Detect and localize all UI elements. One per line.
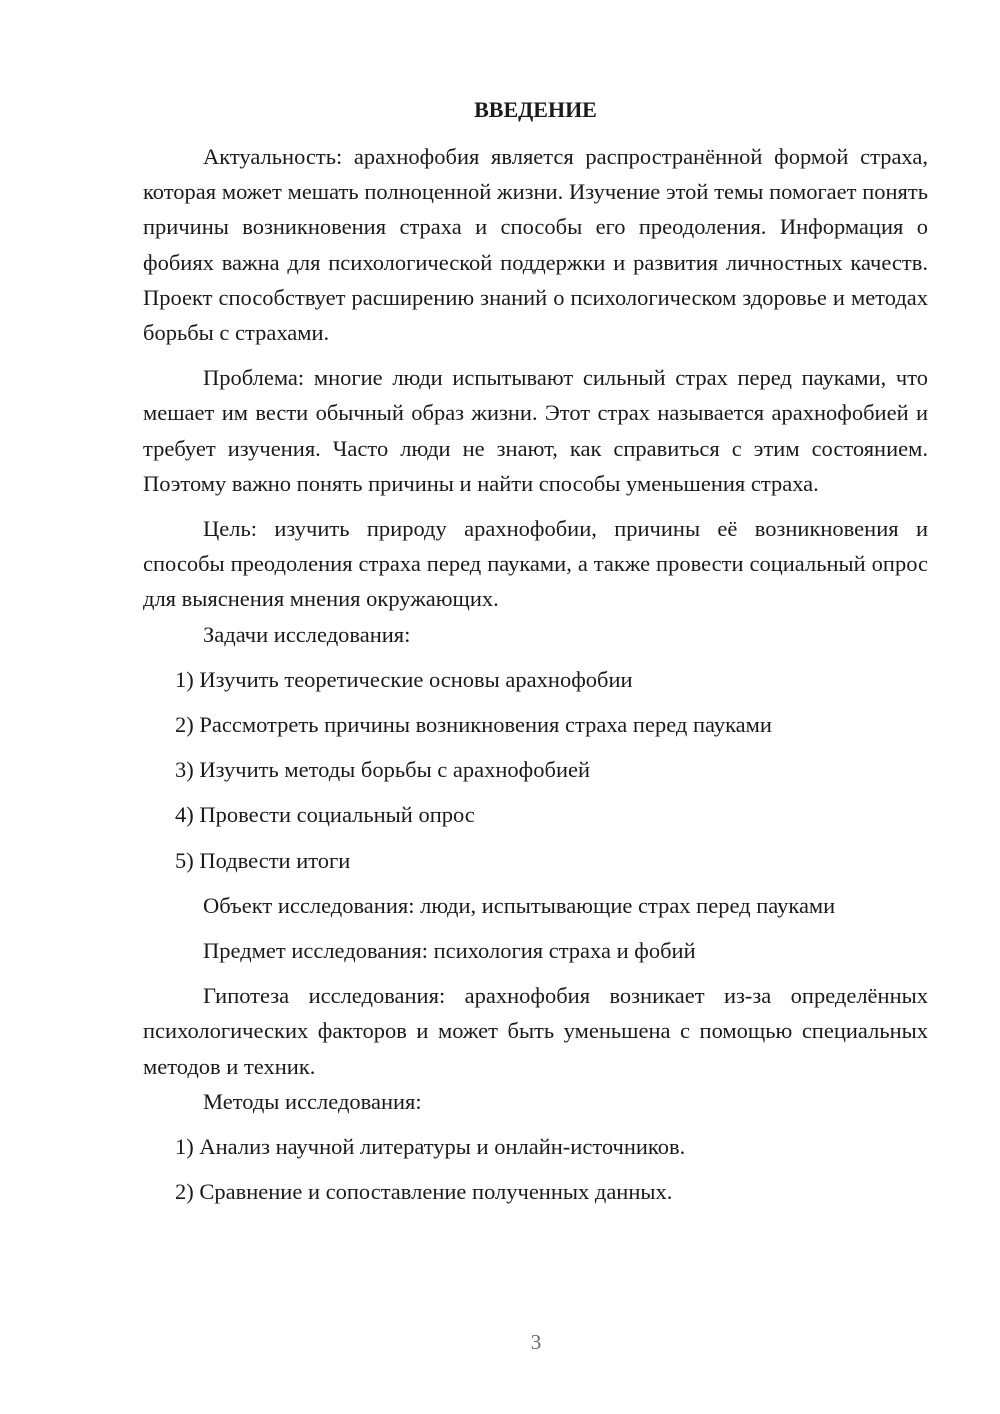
problem-paragraph: Проблема: многие люди испытывают сильный страх перед пауками, что мешает им вести обычный образ жизни. Этот страх называется арахнофобией и требует изучения. Часто люди не знают, как справиться с этим состоянием. Поэтому важно понять причины и найти способы уменьшения страха. (143, 365, 928, 496)
list-item: 5) Подвести итоги (175, 847, 351, 873)
page-title: ВВЕДЕНИЕ (474, 97, 597, 122)
hypothesis-paragraph: Гипотеза исследования: арахнофобия возникает из-за определённых психологических факторов и может быть уменьшена с помощью специальных методов и техник. (143, 983, 928, 1079)
methods-list (143, 1129, 928, 1209)
list-item: 3) Изучить методы борьбы с арахнофобией (175, 757, 591, 783)
methods-heading: Методы исследования: (203, 1088, 422, 1114)
subject-line: Предмет исследования: психология страха и фобий (203, 938, 696, 964)
list-item: 2) Рассмотреть причины возникновения страха перед пауками (175, 712, 772, 738)
goal-paragraph: Цель: изучить природу арахнофобии, причины её возникновения и способы преодоления страха перед пауками, а также провести социальный опрос для выяснения мнения окружающих. (143, 516, 928, 612)
object-line: Объект исследования: люди, испытывающие страх перед пауками (203, 892, 836, 918)
tasks-list (143, 662, 928, 878)
document-page (143, 92, 928, 1209)
list-item: 2) Сравнение и сопоставление полученных данных. (175, 1179, 673, 1205)
list-item: 1) Изучить теоретические основы арахнофобии (175, 666, 633, 692)
list-item: 1) Анализ научной литературы и онлайн-источников. (175, 1134, 686, 1160)
list-item: 4) Провести социальный опрос (175, 802, 475, 828)
page-number: 3 (530, 1330, 542, 1354)
tasks-heading: Задачи исследования: (203, 621, 411, 647)
relevance-paragraph: Актуальность: арахнофобия является распространённой формой страха, которая может мешать полноценной жизни. Изучение этой темы помогает понять причины возникновения страха и способы его преодоления. Информация о фобиях важна для психологической поддержки и развития личностных качеств. Проект способствует расширению знаний о психологическом здоровье и методах борьбы с страхами. (143, 144, 928, 346)
